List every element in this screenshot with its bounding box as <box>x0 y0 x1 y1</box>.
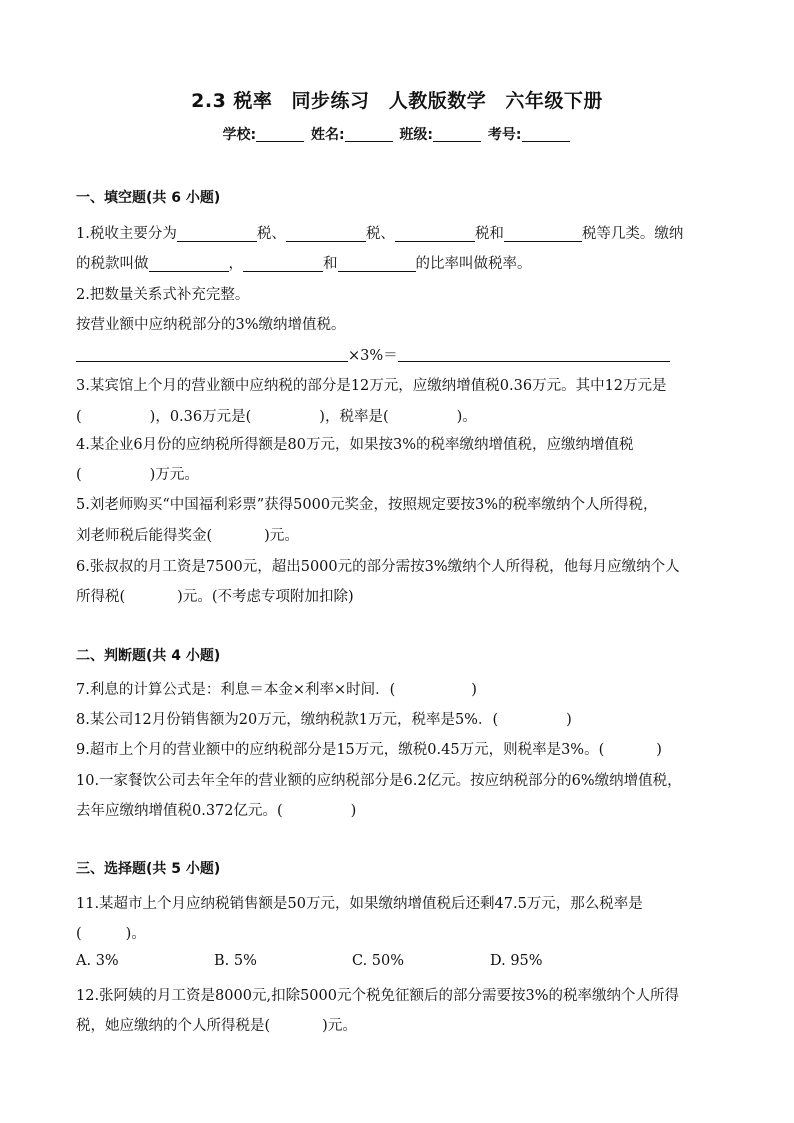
answer-blank[interactable] <box>395 225 475 242</box>
question-5-line-2: 刘老师税后能得奖金( )元。 <box>76 528 299 544</box>
question-12-line-2: 税，她应缴纳的个人所得税是( )元。 <box>76 1018 357 1034</box>
section-title-multiple-choice: 三、选择题(共 5 小题) <box>76 861 221 877</box>
class-blank[interactable] <box>433 126 481 142</box>
question-11-line-1: 11.某超市上个月应纳税销售额是50万元，如果缴纳增值税后还剩47.5万元，那么税率是 <box>76 896 643 912</box>
school-blank[interactable] <box>256 126 304 142</box>
question-4-line-1: 4.某企业6月份的应纳税所得额是80万元，如果按3%的税率缴纳增值税，应缴纳增值税 <box>76 437 634 453</box>
exam-number-blank[interactable] <box>522 126 570 142</box>
title-part: 人教版数学 <box>388 90 487 112</box>
name-label: 姓名: <box>310 127 345 143</box>
question-11-options <box>76 953 726 969</box>
question-10-line-2: 去年应缴纳增值税0.372亿元。( ) <box>76 803 357 819</box>
answer-blank[interactable] <box>243 255 323 272</box>
question-6-line-2: 所得税( )元。(不考虑专项附加扣除) <box>76 589 354 605</box>
question-12-line-1: 12.张阿姨的月工资是8000元,扣除5000元个税免征额后的部分需要按3%的税率缴纳个人所得 <box>76 988 679 1004</box>
question-2-line-2: 按营业额中应纳税部分的3%缴纳增值税。 <box>76 317 346 333</box>
question-4-line-2: ( )万元。 <box>76 467 199 483</box>
title-part: 六年级下册 <box>505 90 603 112</box>
answer-blank[interactable] <box>177 225 257 242</box>
question-1-line-2: 的税款叫做 ， 和 的比率叫做税率。 <box>76 256 532 272</box>
option-c[interactable]: C. 50% <box>352 953 405 969</box>
section-title-fill-in: 一、填空题(共 6 小题) <box>76 190 221 206</box>
school-label: 学校: <box>222 127 257 143</box>
answer-blank[interactable] <box>504 225 582 242</box>
question-10-line-1: 10.一家餐饮公司去年全年的营业额的应纳税部分是6.2亿元。按应纳税部分的6%缴纳增值税， <box>76 773 682 789</box>
question-2-line-1: 2.把数量关系式补充完整。 <box>76 287 250 303</box>
question-1-line-1: 1.税收主要分为 税、 税、 税和 税等几类。缴纳 <box>76 226 684 242</box>
question-6-line-1: 6.张叔叔的月工资是7500元，超出5000元的部分需按3%缴纳个人所得税，他每月应缴纳个人 <box>76 559 680 575</box>
question-3-line-2: ( )，0.36万元是( )，税率是( )。 <box>76 409 477 425</box>
question-3-line-1: 3.某宾馆上个月的营业额中应纳税的部分是12万元，应缴纳增值税0.36万元。其中12万元是 <box>76 378 667 394</box>
question-5-line-1: 5.刘老师购买“中国福利彩票”获得5000元奖金，按照规定要按3%的税率缴纳个人所得税， <box>76 497 658 513</box>
title-part: 2.3 税率 <box>191 90 273 112</box>
question-9: 9.超市上个月的营业额中的应纳税部分是15万元，缴税0.45万元，则税率是3%。( ) <box>76 742 662 758</box>
answer-blank[interactable] <box>286 225 366 242</box>
student-info-row <box>0 124 794 144</box>
option-d[interactable]: D. 95% <box>490 953 543 969</box>
question-11-line-2: ( )。 <box>76 926 146 942</box>
answer-blank[interactable] <box>398 347 670 362</box>
exam-number-label: 考号: <box>487 127 522 143</box>
page-title <box>0 86 794 113</box>
option-a[interactable]: A. 3% <box>76 953 119 969</box>
question-2-formula: ×3%＝ <box>76 344 726 365</box>
name-blank[interactable] <box>345 126 393 142</box>
option-b[interactable]: B. 5% <box>214 953 257 969</box>
question-7: 7.利息的计算公式是：利息＝本金×利率×时间．( ) <box>76 682 477 698</box>
class-label: 班级: <box>399 127 434 143</box>
question-8: 8.某公司12月份销售额为20万元，缴纳税款1万元，税率是5%．( ) <box>76 712 572 728</box>
answer-blank[interactable] <box>338 255 416 272</box>
title-part: 同步练习 <box>291 90 370 112</box>
answer-blank[interactable] <box>149 255 229 272</box>
answer-blank[interactable] <box>76 347 348 362</box>
section-title-true-false: 二、判断题(共 4 小题) <box>76 648 221 664</box>
